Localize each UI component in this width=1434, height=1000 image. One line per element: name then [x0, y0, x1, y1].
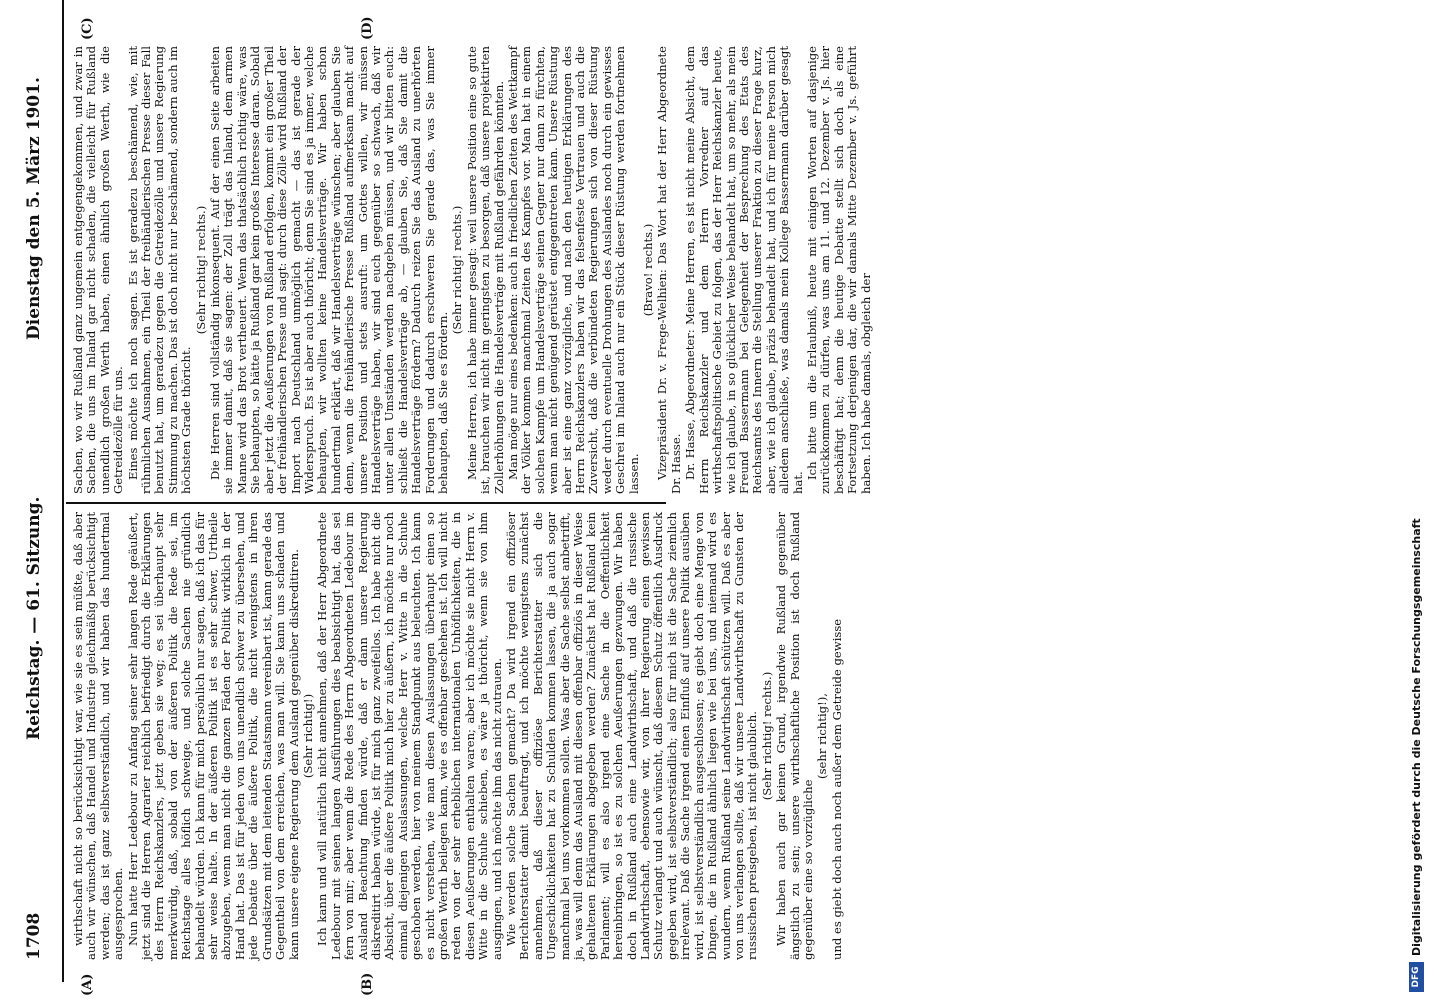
paragraph: Wie werden solche Sachen gemacht? Da wird irgend ein offiziöser Berichterstatter damit beauftragt, und ich möchte wenigstens zunächst annehmen, daß dieser offiziöse Berichterstatter sich die Ungeschicklichkeiten hat zu Schulden kommen lassen, die ja auch sogar manchmal bei uns vorkommen sollen. Was aber die Sache selbst anbetrifft, ja, was will denn das Ausland mit diesen offenbar offiziös in dieser Weise gehaltenen Erklärungen abgegeben werden? Zunächst hat Rußland kein Parlament; will es also irgend eine Sache in die Oeffentlichkeit hereinbringen, so ist es zu solchen Aeußerungen gezwungen. Wir haben doch in Rußland auch eine Landwirthschaft, und daß die russische Landwirthschaft, ebensowie wir, von ihrer Regierung einen gewissen Schutz verlangt und auch wünscht, daß diesem Schutz öffentlich Ausdruck gegeben wird, ist selbstverständlich; also für mich ist die Sache ziemlich irrelevant. Daß die Sache irgend einen Einfluß auf unsere Politik ausüben wird, ist selbstverständlich ausgeschlossen; es giebt doch eine Menge von Dingen, die in Rußland ähnlich liegen wie bei uns, und niemand wird es wundern, wenn Rußland seine Landwirthschaft schützen will. Daß es aber von uns verlangen sollte, daß wir unsere Landwirthschaft zu Gunsten der russischen preisgeben, ist nicht glaublich.: [504, 512, 760, 960]
paragraph: Man möge nur eines bedenken: auch in friedlichen Zeiten des Wettkampf der Völker kommen manchmal Zeiten des Kampfes vor. Man hat in einem solchen Kampfe um Handelsverträge seinen Gegner nur dann zu fürchten, wenn man nicht genügend gerüstet entgegentreten kann. Unsere Rüstung aber ist eine ganz vorzügliche, und nach den heutigen Erklärungen des Herrn Reichskanzlers haben wir das felsenfeste Vertrauen und auch die Zuversicht, daß die verbündeten Regierungen sich von dieser Rüstung weder durch eventuelle Drohungen des Auslandes noch durch ein gewisses Geschrei im Inland auch nur ein Stück dieser Rüstung werden fortnehmen lassen.: [506, 46, 641, 494]
publication-title: Reichstag. — 61. Sitzung.: [24, 496, 44, 740]
header-rule: [62, 0, 64, 982]
page-number: 1708: [24, 912, 44, 960]
paragraph: Ich kann und will natürlich nicht annehmen, daß der Herr Abgeordnete Ledebour mit seinen langen Ausführungen dies beabsichtigt hat, das sei fern von mir; aber wenn die Rede des Herrn Abgeordneten Ledebour im Ausland Beachtung finden würde, daß er dann unsere Regierung diskreditirt haben würde, ist für mich ganz zweifellos. Ich habe nicht die Absicht, über die äußere Politik mich hier zu äußern, ich möchte nur noch einmal diejenigen Auslassungen, welche Herr v. Witte in die Schuhe geschoben werden, hier von meinem Standpunkt aus beleuchten. Ich kann es nicht verstehen, wie man diesen Auslassungen überhaupt einen so großen Werth beilegen kann, wie es offenbar geschehen ist. Ich will nicht reden von der sehr erheblichen internationalen Unhöflichkeiten, die in diesen Aeußerungen enthalten waren; aber ich möchte sie nicht Herrn v. Witte in die Schuhe schieben, es wäre ja thöricht, wenn sie von ihm ausgingen, und ich möchte ihm das nicht zutrauen.: [315, 512, 504, 960]
interjection: (sehr richtig!),: [815, 693, 830, 779]
interjection: (Sehr richtig! rechts.): [450, 205, 465, 335]
column-divider: [66, 502, 666, 504]
margin-marker-b: (B): [360, 972, 375, 996]
paragraph: Ich bitte um die Erlaubniß, heute mit einigen Worten auf dasjenige zurückkommen zu dürfen, was uns am 11. und 12. Dezember v. Js. hier beschäftigt hat; denn die heutige Debatte stellt sich doch als eine Fortsetzung derjenigen dar, die wir damals Mitte Dezember v. Js. geführt haben. Ich habe damals, obgleich der: [804, 46, 873, 494]
margin-marker-a: (A): [80, 973, 95, 996]
left-column: [71, 512, 844, 960]
paragraph: Nun hatte Herr Ledebour zu Anfang seiner sehr langen Rede geäußert, jetzt sind die Herren Agrarier reichlich befriedigt durch die Erklärungen des Herrn Reichskanzlers, jetzt geben sie weg; es sei überhaupt sehr merkwürdig, daß, sobald von der äußeren Politik die Rede sei, im Reichstage alles höflich schweige, und solche Sachen nie gründlich behandelt würden. Ich kann für mich persönlich nur sagen, daß ich das für sehr weise halte. In der äußeren Politik ist es sehr schwer, Urtheile abzugeben, wenn man nicht die ganzen Fäden der Politik wirklich in der Hand hat. Das ist für jeden von uns unendlich schwer zu übersehen, und jede Debatte über die äußere Politik, die nicht wenigstens in ihren Grundsätzen mit dem leitenden Staatsmann vereinbart ist, kann gerade das Gegentheil von dem erreichen, was man will. Sie kann uns schaden und kann unsere eigene Regierung dem Ausland gegenüber diskreditiren.: [125, 512, 301, 960]
interjection: (Bravo! rechts.): [641, 223, 656, 317]
paragraph: und es giebt doch auch noch außer dem Getreide gewisse: [829, 618, 844, 960]
page-header: [0, 0, 60, 1000]
paragraph: Eines möchte ich noch sagen. Es ist geradezu beschämend, wie, mit rühmlichen Ausnahmen, ein Theil der freihändlerischen Presse dieser Fall benutzt hat, um geradezu gegen die Getreidezölle und unsere Regierung Stimmung zu machen. Das ist doch nicht nur beschämend, sondern auch im höchsten Grade thöricht.: [125, 45, 194, 494]
digitization-footer: [1402, 0, 1434, 1000]
paragraph: Meine Herren, ich habe immer gesagt: weil unsere Position eine so gute ist, brauchen wir nicht im geringsten zu besorgen, daß unsere projektirten Zollerhöhungen die Handelsverträge mit Rußland gefährden könnten.: [464, 46, 506, 494]
interjection: (Sehr richtig! rechts.): [759, 671, 774, 801]
margin-marker-d: (D): [360, 16, 375, 40]
paragraph: wirthschaft nicht so berücksichtigt war, wie sie es sein müßte, daß aber auch wir wünschen, daß Handel und Industrie gleichmäßig berücksichtigt werden; das ist ganz selbstverständlich, und wir haben das hundertmal ausgesprochen.: [71, 512, 126, 960]
dfg-logo: DFG: [1409, 962, 1424, 992]
interjection: (Sehr richtig!): [300, 693, 315, 779]
paragraph: Dr. Hasse, Abgeordneter: Meine Herren, es ist nicht meine Absicht, dem Herrn Reichskanzler und dem Herrn Vorredner auf das wirthschaftspolitische Gebiet zu folgen, das der Herr Reichskanzler heute, wie ich glaube, in so glücklicher Weise behandelt hat, um so mehr, als mein Freund Bassermann bei Gelegenheit der Besprechung des Etats des Reichsamts des Innern die Stellung unserer Fraktion zu dieser Frage kurz, aber, wie ich glaube, präzis behandelt hat, und ich für meine Person mich alledem anschließe, was damals mein Kollege Bassermann darüber gesagt hat.: [683, 46, 805, 494]
session-date: Dienstag den 5. März 1901.: [24, 77, 44, 340]
paragraph: Die Herren sind vollständig inkonsequent. Auf der einen Seite arbeiten sie immer damit, daß sie sagen: der Zoll trägt das Inland, dem armen Manne wird das Brot vertheuert. Wenn das thatsächlich richtig wäre, was Sie behaupten, so hätte ja Rußland gar kein großes Interesse daran. Sobald aber jetzt die Aeußerungen von Rußland erfolgen, kommt ein großer Theil der freihändlerischen Presse und sagt: durch diese Zölle wird Rußland der Import nach Deutschland unmöglich gemacht — das ist gerade der Widerspruch. Es ist aber auch thöricht; denn Sie sind es ja immer, welche behaupten, wir wollten keine Handelsverträge. Wir haben schon hundertmal erklärt, daß wir Handelsverträge wünschen; aber glauben Sie denn, wenn die freihändlerische Presse Rußland aufmerksam macht auf unsere Position und stets ausruft: um Gottes willen, wir müssen Handelsverträge haben, wir sind euch gegenüber so schwach, daß wir unter allen Umständen werden nachgeben müssen, und wir bitten euch: schließt die Handelsverträge ab, — glauben Sie, daß Sie damit die Handelsverträge fördern? Dadurch reizen Sie das Ausland zu unerhörten Forderungen und dadurch erschweren Sie gerade das, was Sie immer behaupten, daß Sie es fördern.: [208, 46, 450, 494]
right-column: [71, 45, 873, 494]
margin-marker-c: (C): [80, 17, 95, 40]
paragraph: Sachen, wo wir Rußland ganz ungemein entgegengekommen, und zwar in Sachen, die uns im Inland gar nicht schaden, die vielleicht für Rußland unendlich großen Werth haben, einen ähnlich großen Werth, wie die Getreidezölle für uns.: [71, 46, 126, 494]
interjection: (Sehr richtig! rechts.): [193, 205, 208, 335]
funding-note: Digitalisierung gefördert durch die Deutsche Forschungsgemeinschaft: [1410, 518, 1423, 956]
paragraph: Wir haben auch gar keinen Grund, irgendwie Rußland gegenüber ängstlich zu sein; unsere wirthschaftliche Position ist doch Rußland gegenüber eine so vorzügliche: [774, 512, 815, 960]
paragraph: Vizepräsident Dr. v. Frege-Welhien: Das Wort hat der Herr Abgeordnete Dr. Hasse.: [655, 46, 683, 494]
